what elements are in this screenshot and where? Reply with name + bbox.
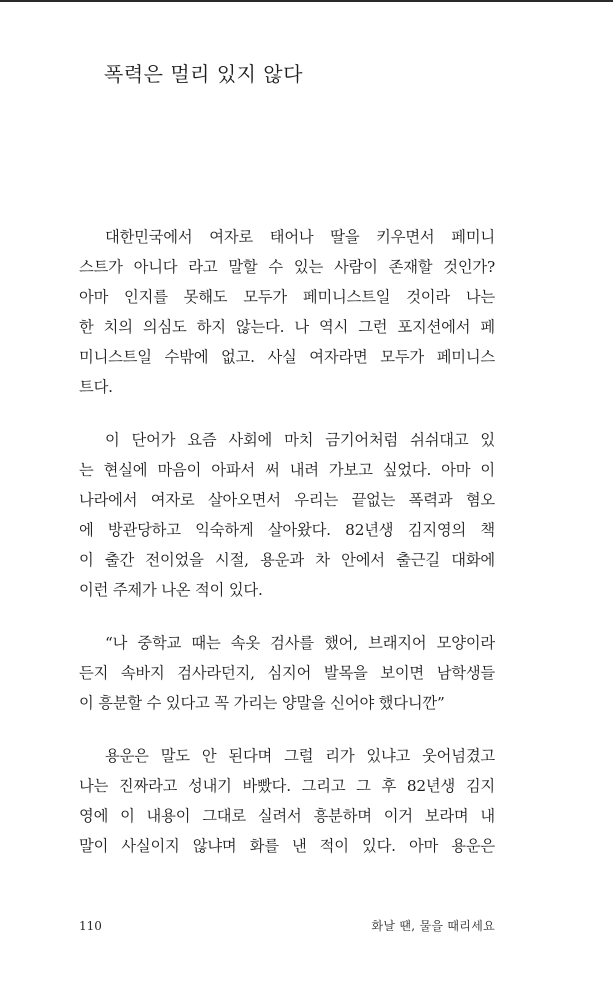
text-line: 대한민국에서 여자로 태어나 딸을 키우면서 페미니 (105, 228, 495, 246)
paragraph-1 (79, 222, 495, 402)
text-line: 이 출간 전이었을 시절, 용운과 차 안에서 출근길 대화에 (79, 551, 495, 569)
text-line: 이 단어가 요즘 사회에 마치 금기어처럼 쉬쉬대고 있 (105, 431, 495, 449)
text-line: 말이 사실이지 않냐며 화를 낸 적이 있다. 아마 용운은 (79, 837, 495, 855)
text-line: 한 치의 의심도 하지 않는다. 나 역시 그런 포지션에서 페 (79, 318, 495, 336)
text-line: 영에 이 내용이 그대로 실려서 흥분하며 이거 보라며 내 (79, 807, 495, 825)
page-footer (79, 916, 495, 936)
text-line: 용운은 말도 안 된다며 그럴 리가 있냐고 웃어넘겼고 (105, 747, 495, 765)
text-line: 에 방관당하고 익숙하게 살아왔다. 82년생 김지영의 책 (79, 521, 495, 539)
paragraph-4 (79, 741, 495, 861)
text-line: 든지 속바지 검사라던지, 심지어 발목을 보이면 남학생들 (79, 664, 495, 682)
text-line: 이 흥분할 수 있다고 꼭 가리는 양말을 신어야 했다니깐” (79, 694, 445, 712)
page-number: 110 (79, 919, 102, 933)
text-line: 는 현실에 마음이 아파서 써 내려 가보고 싶었다. 아마 이 (79, 461, 495, 479)
body-text (79, 222, 495, 884)
chapter-title: 폭력은 멀리 있지 않다 (104, 62, 303, 86)
text-line: 스트가 아니다 라고 말할 수 있는 사람이 존재할 것인가? (79, 258, 495, 276)
running-title: 화날 땐, 물을 때리세요 (371, 919, 495, 933)
text-line: 미니스트일 수밖에 없고. 사실 여자라면 모두가 페미니스 (79, 348, 495, 366)
paragraph-2 (79, 425, 495, 605)
text-line: 아마 인지를 못해도 모두가 페미니스트일 것이라 나는 (79, 288, 495, 306)
text-line: 트다. (79, 378, 113, 396)
text-line: 나는 진짜라고 성내기 바빴다. 그리고 그 후 82년생 김지 (79, 777, 495, 795)
text-line: 이런 주제가 나온 적이 있다. (79, 581, 263, 599)
paragraph-3-quote (79, 628, 495, 718)
text-line: 나라에서 여자로 살아오면서 우리는 끝없는 폭력과 혐오 (79, 491, 495, 509)
text-line: “나 중학교 때는 속옷 검사를 했어, 브래지어 모양이라 (105, 634, 495, 652)
top-rule (0, 0, 613, 2)
